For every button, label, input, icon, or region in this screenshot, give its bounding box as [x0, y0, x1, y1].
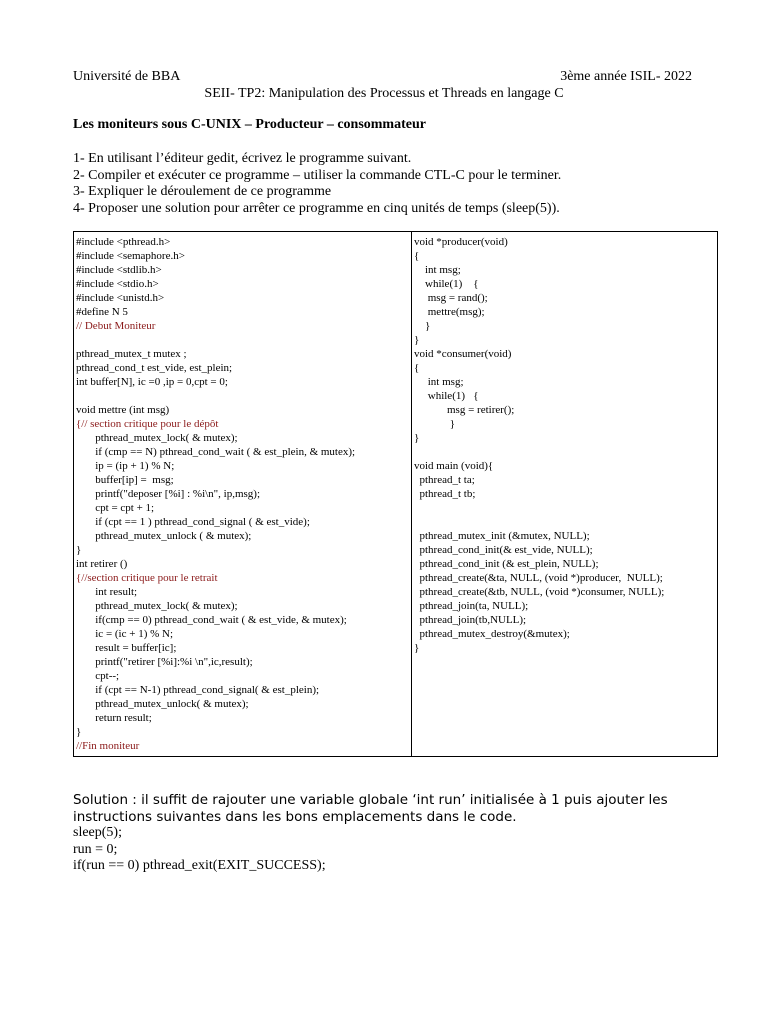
- code-line: #include <stdio.h>: [76, 278, 159, 290]
- code-line: }: [76, 544, 82, 556]
- solution-section: [73, 792, 668, 875]
- code-line: pthread_create(&tb, NULL, (void *)consumer, NULL);: [414, 586, 665, 598]
- code-line: cpt--;: [76, 670, 120, 682]
- code-line: }: [414, 432, 420, 444]
- solution-code-line: run = 0;: [73, 841, 118, 857]
- university-name: Université de BBA: [73, 69, 181, 84]
- code-line: mettre(msg);: [414, 306, 485, 318]
- code-line: #include <unistd.h>: [76, 292, 165, 304]
- code-line: return result;: [76, 712, 152, 724]
- instruction-item: 4- Proposer une solution pour arrêter ce programme en cinq unités de temps (sleep(5)).: [73, 200, 560, 216]
- code-line: }: [76, 726, 82, 738]
- code-line: #define N 5: [76, 306, 128, 318]
- code-line: pthread_mutex_lock( & mutex);: [76, 600, 238, 612]
- code-line: if (cpt == 1 ) pthread_cond_signal ( & est_vide);: [76, 516, 310, 528]
- code-line: if (cpt == N-1) pthread_cond_signal( & est_plein);: [76, 684, 320, 696]
- code-line: pthread_create(&ta, NULL, (void *)producer, NULL);: [414, 572, 663, 584]
- code-line: [76, 389, 408, 403]
- code-line: if(cmp == 0) pthread_cond_wait ( & est_vide, & mutex);: [76, 614, 347, 626]
- code-comment-line: //Fin moniteur: [76, 740, 140, 752]
- code-line: if (cmp == N) pthread_cond_wait ( & est_plein, & mutex);: [76, 446, 356, 458]
- code-line: int retirer (): [76, 558, 128, 570]
- code-line: pthread_join(tb,NULL);: [414, 614, 527, 626]
- solution-text-line: instructions suivantes dans les bons emplacements dans le code.: [73, 808, 517, 825]
- code-line: pthread_mutex_t mutex ;: [76, 348, 187, 360]
- code-line: }: [414, 642, 420, 654]
- code-line: }: [414, 418, 456, 430]
- code-line: int msg;: [414, 264, 461, 276]
- code-line: #include <semaphore.h>: [76, 250, 185, 262]
- column-divider: [411, 232, 412, 756]
- code-column-main: [414, 235, 716, 655]
- code-line: [414, 445, 716, 459]
- code-line: pthread_mutex_unlock ( & mutex);: [76, 530, 252, 542]
- code-line: }: [414, 320, 431, 332]
- instruction-item: 3- Expliquer le déroulement de ce programme: [73, 184, 332, 199]
- code-line: pthread_mutex_lock( & mutex);: [76, 432, 238, 444]
- code-line: void *producer(void): [414, 236, 508, 248]
- code-line: ip = (ip + 1) % N;: [76, 460, 175, 472]
- code-line: int msg;: [414, 376, 464, 388]
- code-line: pthread_cond_init(& est_vide, NULL);: [414, 544, 593, 556]
- code-column-monitor: [76, 235, 408, 753]
- code-line: [76, 333, 408, 347]
- section-title: Les moniteurs sous C-UNIX – Producteur – consommateur: [73, 117, 426, 132]
- code-line: buffer[ip] = msg;: [76, 474, 174, 486]
- document-subtitle: SEII- TP2: Manipulation des Processus et Threads en langage C: [204, 86, 564, 101]
- code-line: pthread_mutex_unlock( & mutex);: [76, 698, 249, 710]
- code-line: pthread_cond_t est_vide, est_plein;: [76, 362, 233, 374]
- code-line: printf("retirer [%i]:%i \n",ic,result);: [76, 656, 253, 668]
- code-line: msg = retirer();: [414, 404, 515, 416]
- code-line: ic = (ic + 1) % N;: [76, 628, 174, 640]
- code-line: }: [414, 334, 420, 346]
- code-line: while(1) {: [414, 278, 479, 290]
- code-line: cpt = cpt + 1;: [76, 502, 155, 514]
- code-line: {: [414, 362, 420, 374]
- code-comment-line: {//section critique pour le retrait: [76, 572, 218, 584]
- code-line: [414, 515, 716, 529]
- code-line: void mettre (int msg): [76, 404, 170, 416]
- code-comment-line: // Debut Moniteur: [76, 320, 156, 332]
- code-line: void *consumer(void): [414, 348, 512, 360]
- solution-code-line: if(run == 0) pthread_exit(EXIT_SUCCESS);: [73, 858, 326, 873]
- code-line: pthread_t tb;: [414, 488, 476, 500]
- academic-year: 3ème année ISIL- 2022: [560, 69, 692, 84]
- code-line: result = buffer[ic];: [76, 642, 177, 654]
- solution-code-line: sleep(5);: [73, 825, 122, 840]
- code-line: [414, 501, 716, 515]
- code-line: int buffer[N], ic =0 ,ip = 0,cpt = 0;: [76, 376, 228, 388]
- code-line: {: [414, 250, 420, 262]
- code-line: #include <pthread.h>: [76, 236, 171, 248]
- instruction-item: 1- En utilisant l’éditeur gedit, écrivez le programme suivant.: [73, 151, 412, 166]
- solution-text-line: Solution : il suffit de rajouter une variable globale ‘int run’ initialisée à 1 puis ajouter les: [73, 792, 668, 808]
- code-line: int result;: [76, 586, 138, 598]
- code-line: pthread_join(ta, NULL);: [414, 600, 529, 612]
- code-line: void main (void){: [414, 460, 494, 472]
- code-table: [73, 231, 718, 757]
- code-line: pthread_mutex_destroy(&mutex);: [414, 628, 570, 640]
- instructions-list: [73, 151, 561, 217]
- code-line: printf("deposer [%i] : %i\n", ip,msg);: [76, 488, 261, 500]
- instruction-item: 2- Compiler et exécuter ce programme – utiliser la commande CTL-C pour le terminer.: [73, 167, 562, 183]
- code-line: pthread_t ta;: [414, 474, 475, 486]
- code-comment-line: {// section critique pour le dépôt: [76, 418, 219, 430]
- code-line: pthread_mutex_init (&mutex, NULL);: [414, 530, 590, 542]
- code-line: #include <stdlib.h>: [76, 264, 162, 276]
- code-line: msg = rand();: [414, 292, 488, 304]
- code-line: pthread_cond_init (& est_plein, NULL);: [414, 558, 599, 570]
- code-line: while(1) {: [414, 390, 479, 402]
